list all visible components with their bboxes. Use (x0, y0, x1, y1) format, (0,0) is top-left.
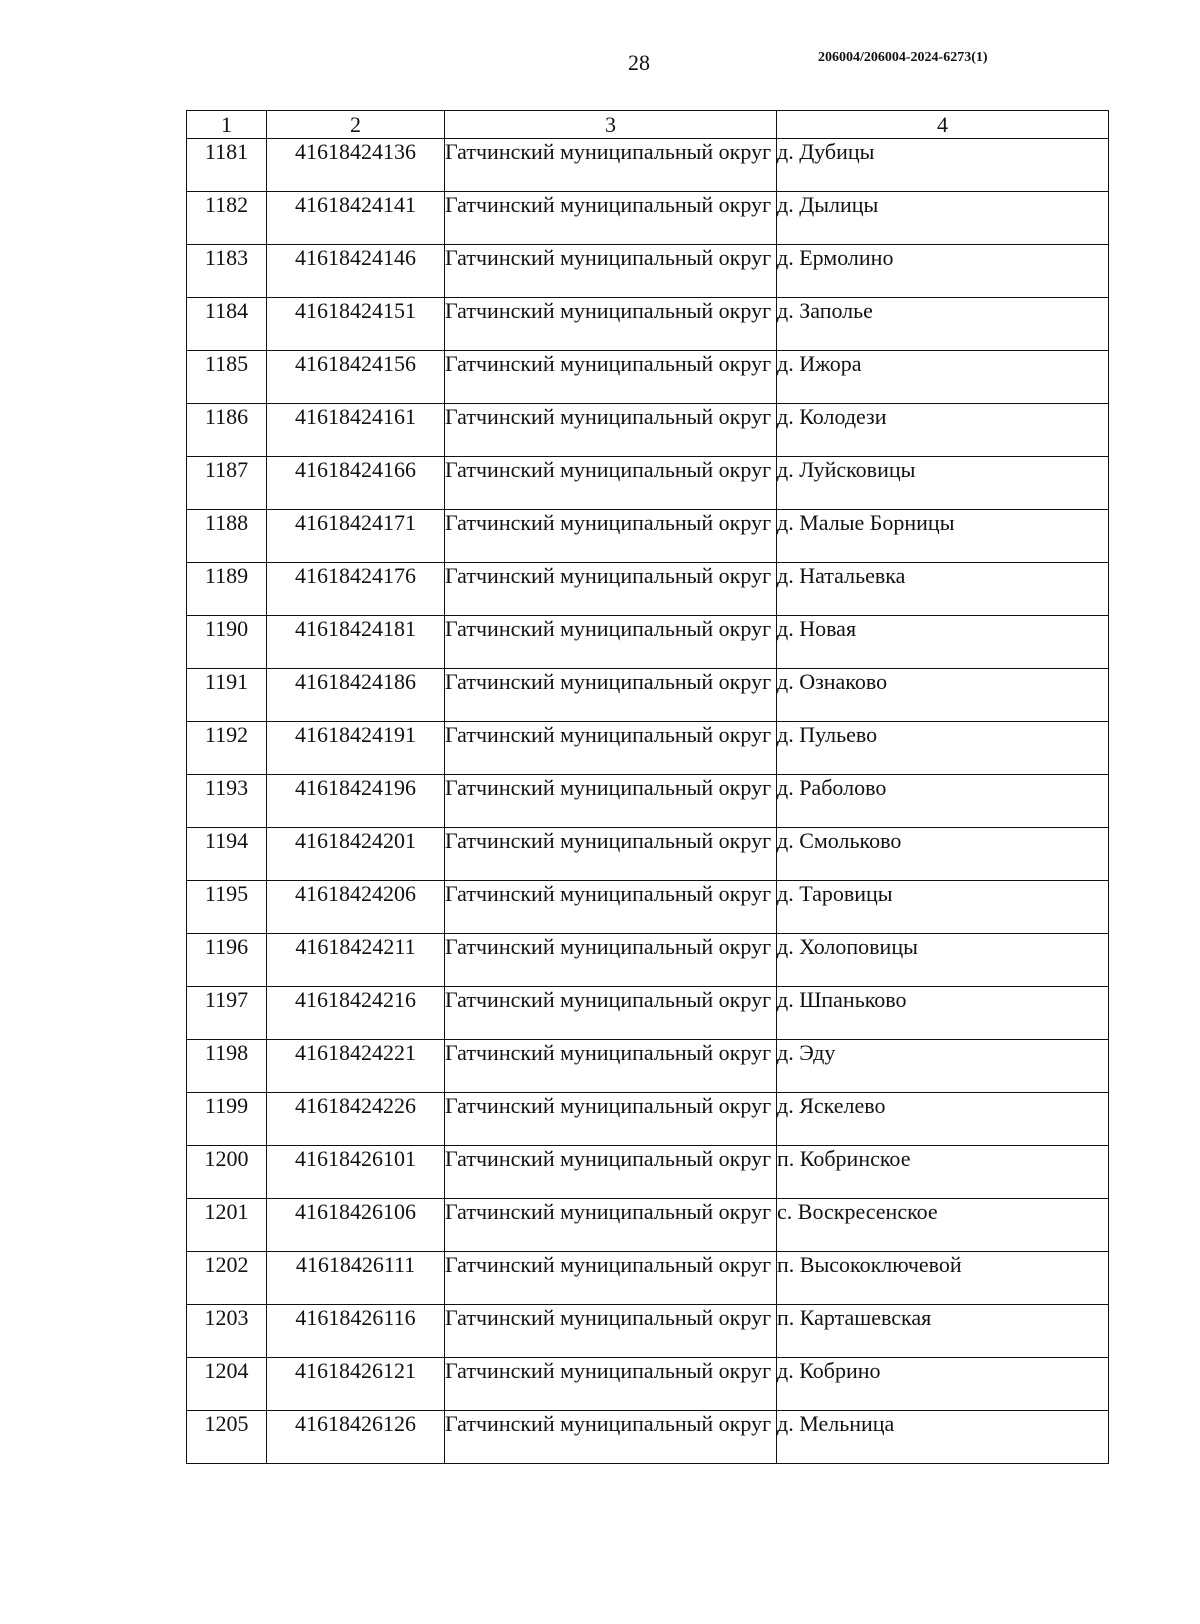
settlement-name: д. Новая (777, 616, 1109, 669)
table-row (187, 1411, 1109, 1464)
table-row (187, 775, 1109, 828)
district-name: Гатчинский муниципальный округ (445, 828, 777, 881)
district-name: Гатчинский муниципальный округ (445, 1146, 777, 1199)
table-header-row (187, 111, 1109, 139)
oktmo-code: 41618426121 (267, 1358, 445, 1411)
table-row (187, 139, 1109, 192)
district-name: Гатчинский муниципальный округ (445, 192, 777, 245)
oktmo-code: 41618424176 (267, 563, 445, 616)
oktmo-code: 41618424216 (267, 987, 445, 1040)
settlement-name: п. Высокоключевой (777, 1252, 1109, 1305)
district-name: Гатчинский муниципальный округ (445, 722, 777, 775)
row-number: 1200 (187, 1146, 267, 1199)
settlement-name: д. Дылицы (777, 192, 1109, 245)
oktmo-code: 41618424221 (267, 1040, 445, 1093)
row-number: 1187 (187, 457, 267, 510)
oktmo-code: 41618424196 (267, 775, 445, 828)
district-name: Гатчинский муниципальный округ (445, 563, 777, 616)
table-row (187, 404, 1109, 457)
district-name: Гатчинский муниципальный округ (445, 510, 777, 563)
table-row (187, 563, 1109, 616)
district-name: Гатчинский муниципальный округ (445, 404, 777, 457)
table-row (187, 1146, 1109, 1199)
oktmo-code: 41618424161 (267, 404, 445, 457)
settlement-name: д. Раболово (777, 775, 1109, 828)
settlement-name: д. Колодези (777, 404, 1109, 457)
district-name: Гатчинский муниципальный округ (445, 934, 777, 987)
table-row (187, 1358, 1109, 1411)
table-row (187, 1252, 1109, 1305)
district-name: Гатчинский муниципальный округ (445, 245, 777, 298)
settlement-name: д. Мельница (777, 1411, 1109, 1464)
row-number: 1202 (187, 1252, 267, 1305)
table-row (187, 616, 1109, 669)
table-row (187, 828, 1109, 881)
table-row (187, 669, 1109, 722)
row-number: 1192 (187, 722, 267, 775)
district-name: Гатчинский муниципальный округ (445, 1358, 777, 1411)
oktmo-code: 41618424171 (267, 510, 445, 563)
table-row (187, 1040, 1109, 1093)
row-number: 1184 (187, 298, 267, 351)
oktmo-code: 41618424181 (267, 616, 445, 669)
table-row (187, 457, 1109, 510)
row-number: 1183 (187, 245, 267, 298)
oktmo-code: 41618424211 (267, 934, 445, 987)
row-number: 1191 (187, 669, 267, 722)
oktmo-code: 41618426101 (267, 1146, 445, 1199)
settlement-name: д. Натальевка (777, 563, 1109, 616)
settlement-name: п. Кобринское (777, 1146, 1109, 1199)
row-number: 1196 (187, 934, 267, 987)
row-number: 1189 (187, 563, 267, 616)
settlement-name: д. Холоповицы (777, 934, 1109, 987)
settlement-name: д. Эду (777, 1040, 1109, 1093)
settlement-name: д. Заполье (777, 298, 1109, 351)
settlement-name: д. Дубицы (777, 139, 1109, 192)
oktmo-code: 41618424201 (267, 828, 445, 881)
settlement-name: д. Пульево (777, 722, 1109, 775)
oktmo-code: 41618424136 (267, 139, 445, 192)
settlement-name: д. Шпаньково (777, 987, 1109, 1040)
row-number: 1181 (187, 139, 267, 192)
table-row (187, 1093, 1109, 1146)
row-number: 1197 (187, 987, 267, 1040)
district-name: Гатчинский муниципальный округ (445, 669, 777, 722)
district-name: Гатчинский муниципальный округ (445, 775, 777, 828)
oktmo-code: 41618424226 (267, 1093, 445, 1146)
row-number: 1188 (187, 510, 267, 563)
district-name: Гатчинский муниципальный округ (445, 457, 777, 510)
oktmo-code: 41618424146 (267, 245, 445, 298)
oktmo-code: 41618424156 (267, 351, 445, 404)
district-name: Гатчинский муниципальный округ (445, 616, 777, 669)
oktmo-code: 41618426111 (267, 1252, 445, 1305)
district-name: Гатчинский муниципальный округ (445, 1305, 777, 1358)
row-number: 1204 (187, 1358, 267, 1411)
column-header: 2 (267, 111, 445, 139)
oktmo-code: 41618424166 (267, 457, 445, 510)
table-row (187, 192, 1109, 245)
row-number: 1182 (187, 192, 267, 245)
district-name: Гатчинский муниципальный округ (445, 1199, 777, 1252)
settlement-name: д. Яскелево (777, 1093, 1109, 1146)
oktmo-code: 41618424191 (267, 722, 445, 775)
row-number: 1190 (187, 616, 267, 669)
oktmo-code: 41618426106 (267, 1199, 445, 1252)
row-number: 1194 (187, 828, 267, 881)
table-row (187, 1199, 1109, 1252)
settlement-name: с. Воскресенское (777, 1199, 1109, 1252)
row-number: 1201 (187, 1199, 267, 1252)
document-id: 206004/206004-2024-6273(1) (818, 50, 988, 65)
column-header: 1 (187, 111, 267, 139)
district-name: Гатчинский муниципальный округ (445, 1040, 777, 1093)
page-number: 28 (628, 50, 650, 75)
column-header: 3 (445, 111, 777, 139)
oktmo-code: 41618424206 (267, 881, 445, 934)
settlement-name: д. Ознаково (777, 669, 1109, 722)
table-row (187, 722, 1109, 775)
settlement-name: д. Ижора (777, 351, 1109, 404)
district-name: Гатчинский муниципальный округ (445, 139, 777, 192)
table-row (187, 881, 1109, 934)
settlement-name: д. Таровицы (777, 881, 1109, 934)
registry-table (186, 110, 1109, 1464)
table-body (187, 139, 1109, 1464)
oktmo-code: 41618426126 (267, 1411, 445, 1464)
table-row (187, 351, 1109, 404)
row-number: 1186 (187, 404, 267, 457)
row-number: 1203 (187, 1305, 267, 1358)
district-name: Гатчинский муниципальный округ (445, 298, 777, 351)
district-name: Гатчинский муниципальный округ (445, 351, 777, 404)
table-row (187, 1305, 1109, 1358)
row-number: 1193 (187, 775, 267, 828)
district-name: Гатчинский муниципальный округ (445, 987, 777, 1040)
oktmo-code: 41618426116 (267, 1305, 445, 1358)
oktmo-code: 41618424141 (267, 192, 445, 245)
oktmo-code: 41618424151 (267, 298, 445, 351)
table-row (187, 510, 1109, 563)
row-number: 1185 (187, 351, 267, 404)
settlement-name: д. Ермолино (777, 245, 1109, 298)
settlement-name: д. Кобрино (777, 1358, 1109, 1411)
district-name: Гатчинский муниципальный округ (445, 881, 777, 934)
settlement-name: д. Смольково (777, 828, 1109, 881)
settlement-name: п. Карташевская (777, 1305, 1109, 1358)
district-name: Гатчинский муниципальный округ (445, 1093, 777, 1146)
row-number: 1199 (187, 1093, 267, 1146)
table-row (187, 987, 1109, 1040)
settlement-name: д. Малые Борницы (777, 510, 1109, 563)
row-number: 1205 (187, 1411, 267, 1464)
table-row (187, 298, 1109, 351)
table-row (187, 245, 1109, 298)
table-row (187, 934, 1109, 987)
row-number: 1195 (187, 881, 267, 934)
oktmo-code: 41618424186 (267, 669, 445, 722)
column-header: 4 (777, 111, 1109, 139)
row-number: 1198 (187, 1040, 267, 1093)
district-name: Гатчинский муниципальный округ (445, 1252, 777, 1305)
settlement-name: д. Луйсковицы (777, 457, 1109, 510)
district-name: Гатчинский муниципальный округ (445, 1411, 777, 1464)
